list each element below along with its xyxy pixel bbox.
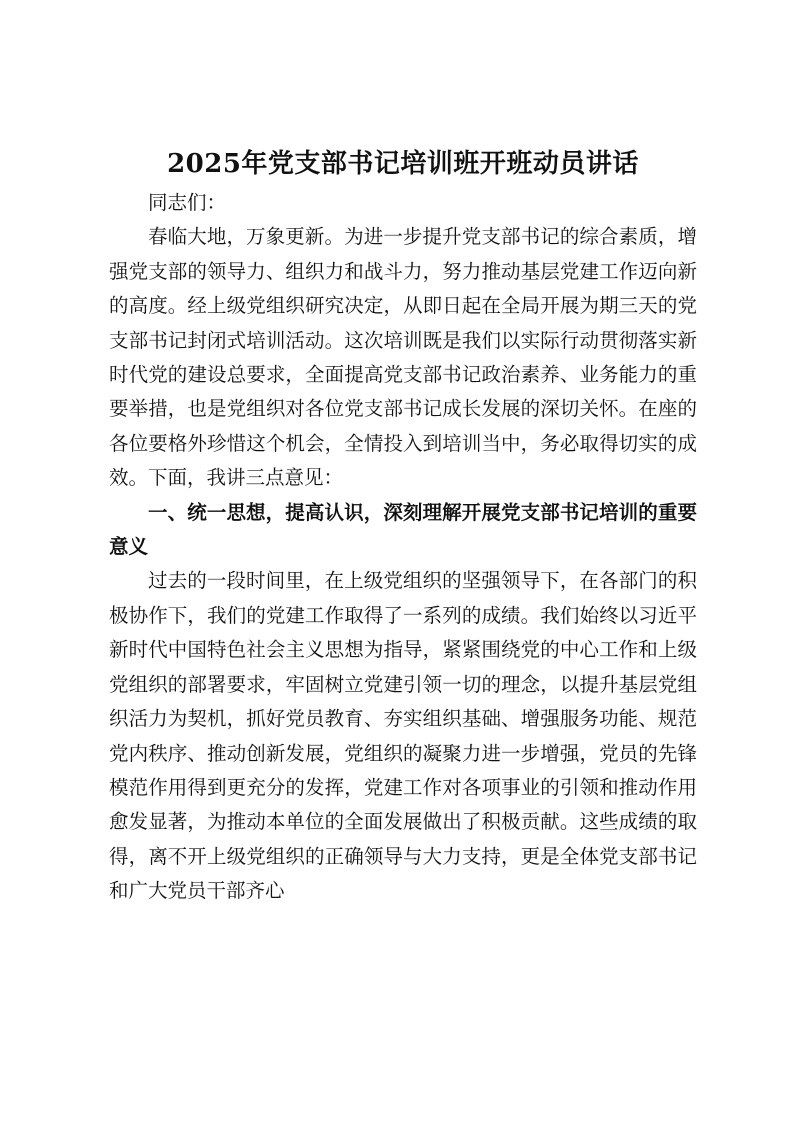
section-heading-1: 一、统一思想，提高认识，深刻理解开展党支部书记培训的重要意义 [109,500,697,559]
greeting: 同志们： [148,191,227,214]
document-body [109,144,697,909]
paragraph-intro: 春临大地，万象更新。为进一步提升党支部书记的综合素质，增强党支部的领导力、组织力和战斗力，努力推动基层党建工作迈向新的高度。经上级党组织研究决定，从即日起在全局开展为期三天的党支部书记封闭式培训活动。这次培训既是我们以实际行动贯彻落实新时代党的建设总要求，全面提高党支部书记政治素养、业务能力的重要举措，也是党组织对各位党支部书记成长发展的深切关怀。在座的各位要格外珍惜这个机会，全情投入到培训当中，务必取得切实的成效。下面，我讲三点意见： [109,225,697,490]
document-title: 2025年党支部书记培训班开班动员讲话 [167,149,639,179]
paragraph-section-1: 过去的一段时间里，在上级党组织的坚强领导下，在各部门的积极协作下，我们的党建工作取得了一系列的成绩。我们始终以习近平新时代中国特色社会主义思想为指导，紧紧围绕党的中心工作和上级党组织的部署要求，牢固树立党建引领一切的理念，以提升基层党组织活力为契机，抓好党员教育、夯实组织基础、增强服务功能、规范党内秩序、推动创新发展，党组织的凝聚力进一步增强，党员的先锋模范作用得到更充分的发挥，党建工作对各项事业的引领和推动作用愈发显著，为推动本单位的全面发展做出了积极贡献。这些成绩的取得，离不开上级党组织的正确领导与大力支持，更是全体党支部书记和广大党员干部齐心 [109,569,697,903]
